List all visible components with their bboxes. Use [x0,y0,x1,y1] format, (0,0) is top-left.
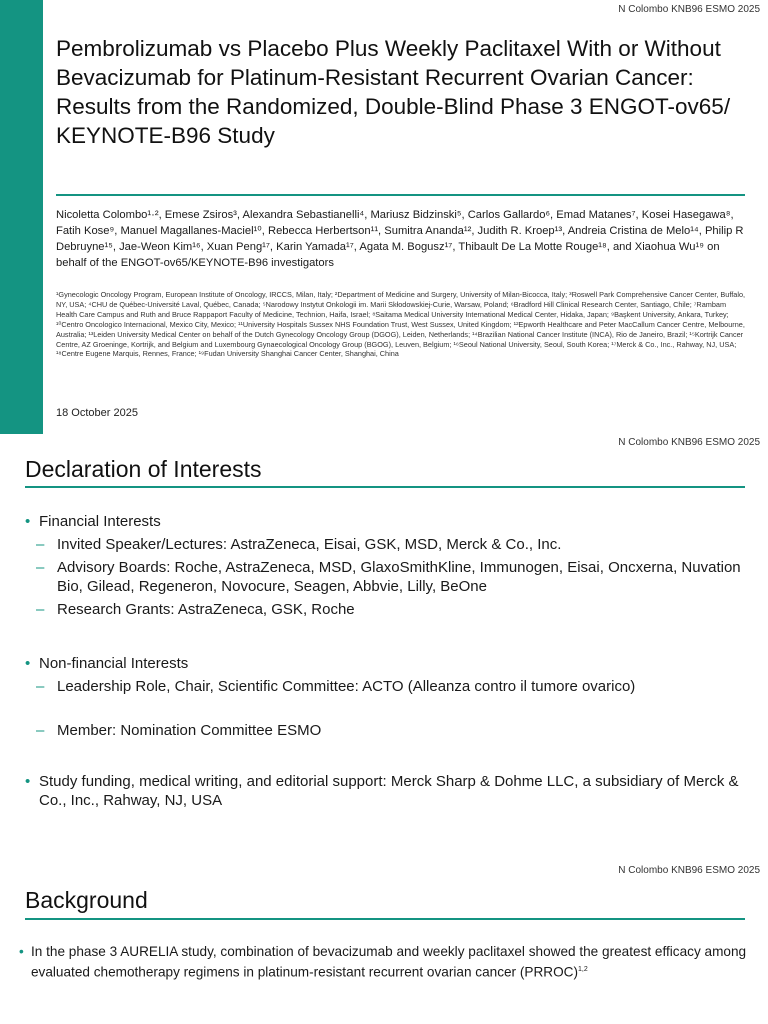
author-list: Nicoletta Colombo¹·², Emese Zsiros³, Alexandra Sebastianelli⁴, Mariusz Bidzinski⁵, Carlos Gallardo⁶, Emad Matanes⁷, Kosei Hasegawa⁸, Fatih Kose⁹, Manuel Magallanes-Maciel¹⁰, Rebecca Herbertson¹¹, Sumitra Ananda¹², Judith R. Kroep¹³, Andreia Cristina de Melo¹⁴, Philip R Debruyne¹⁵, Jae-Weon Kim¹⁶, Xuan Peng¹⁷, Karin Yamada¹⁷, Agata M. Bogusz¹⁷, Thibault De La Motte Rouge¹⁸, and Xiaohua Wu¹⁹ on behalf of the ENGOT-ov65/KEYNOTE-B96 investigators [56,209,744,269]
slide-tag: N Colombo KNB96 ESMO 2025 [618,437,760,448]
bullet-icon: • [25,773,31,790]
dash-icon: – [36,601,45,618]
accent-bar [0,0,43,434]
title-divider [25,918,745,920]
affiliations: ¹Gynecologic Oncology Program, European Institute of Oncology, IRCCS, Milan, Italy; ²Department of Medicine and Surgery, University of Milan-Bicocca, Italy; ³Roswell Park Comprehensive Cancer Center, Buffalo, NY, USA; ⁴CHU de Québec-Université Laval, Québec, Canada; ⁵Narodowy Instytut Onkologii im. Marii Skłodowskiej-Curie, Warsaw, Poland; ⁶Bradford Hill Clinical Research Center, Santiago, Chile; ⁷Rambam Health Care Campus and Ruth and Bruce Rappaport Faculty of Medicine, Technion, Haifa, Israel; ⁸Saitama Medical University International Medical Center, Hidaka, Japan; ⁹Başkent University, Ankara, Turkey; ¹⁰Centro Oncologico Internacional, Mexico City, Mexico; ¹¹University Hospitals Sussex NHS Foundation Trust, West Sussex, United Kingdom; ¹²Epworth Healthcare and Peter MacCallum Cancer Centre, Melbourne, Australia; ¹³Leiden University Medical Center on behalf of the Dutch Gynecology Oncology Group (DGOG), Leiden, Netherlands; ¹⁴Brazilian National Cancer Institute (INCA), Rio de Janeiro, Brazil; ¹⁵Kortrijk Cancer Centre, AZ Groeninge, Kortrijk, and Belgium and Luxembourg Gynaecological Oncology Group (BGOG), Leuven, Belgium; ¹⁶Seoul National University, Seoul, South Korea; ¹⁷Merck & Co., Inc., Rahway, NJ, USA; ¹⁸Centre Eugene Marquis, Rennes, France; ¹⁹Fudan University Shanghai Cancer Center, Shanghai, China [56,290,746,359]
presentation-date: 18 October 2025 [56,407,138,419]
slide-tag: N Colombo KNB96 ESMO 2025 [618,4,760,15]
bullet-aurelia: • In the phase 3 AURELIA study, combination of bevacizumab and weekly paclitaxel showed the greatest efficacy among evaluated chemotherapy regimens in platinum-resistant recurrent ovarian cancer (PRROC)$^{1,2}$ [19,944,747,980]
dash-icon: – [36,678,45,695]
bullet-financial: • Financial Interests [25,513,161,530]
sub-bullet: – Advisory Boards: Roche, AstraZeneca, MSD, GlaxoSmithKline, Immunogen, Eisai, Oncxerna, Nuvation Bio, Gilead, Regeneron, Novocure, Seagen, Abbvie, Lilly, BeOne [36,559,741,595]
title-divider [56,194,745,196]
sub-bullet: – Research Grants: AstraZeneca, GSK, Roche [36,601,355,618]
dash-icon: – [36,536,45,553]
bullet-icon: • [25,513,31,530]
title-slide [0,0,768,434]
presentation-title: Pembrolizumab vs Placebo Plus Weekly Paclitaxel With or Without Bevacizumab for Platinum-Resistant Recurrent Ovarian Cancer: Results from the Randomized, Double-Blind Phase 3 ENGOT-ov65/ KEYNOTE-B96 Study [56,36,731,148]
bullet-funding: • Study funding, medical writing, and editorial support: Merck Sharp & Dohme LLC, a subsidiary of Merck & Co., Inc., Rahway, NJ, USA [25,773,739,809]
title-divider [25,486,745,488]
sub-bullet: – Leadership Role, Chair, Scientific Committee: ACTO (Alleanza contro il tumore ovarico) [36,678,636,695]
bullet-non-financial: • Non-financial Interests [25,655,189,672]
sub-bullet: – Member: Nomination Committee ESMO [36,722,322,739]
bullet-icon: • [19,944,24,959]
background-slide [0,862,768,1024]
slide-title: Background [25,887,148,913]
bullet-icon: • [25,655,31,672]
slide-tag: N Colombo KNB96 ESMO 2025 [618,865,760,876]
slide-title: Declaration of Interests [25,456,262,482]
declaration-slide [0,434,768,862]
dash-icon: – [36,559,45,576]
sub-bullet: – Invited Speaker/Lectures: AstraZeneca, Eisai, GSK, MSD, Merck & Co., Inc. [36,536,562,553]
dash-icon: – [36,722,45,739]
